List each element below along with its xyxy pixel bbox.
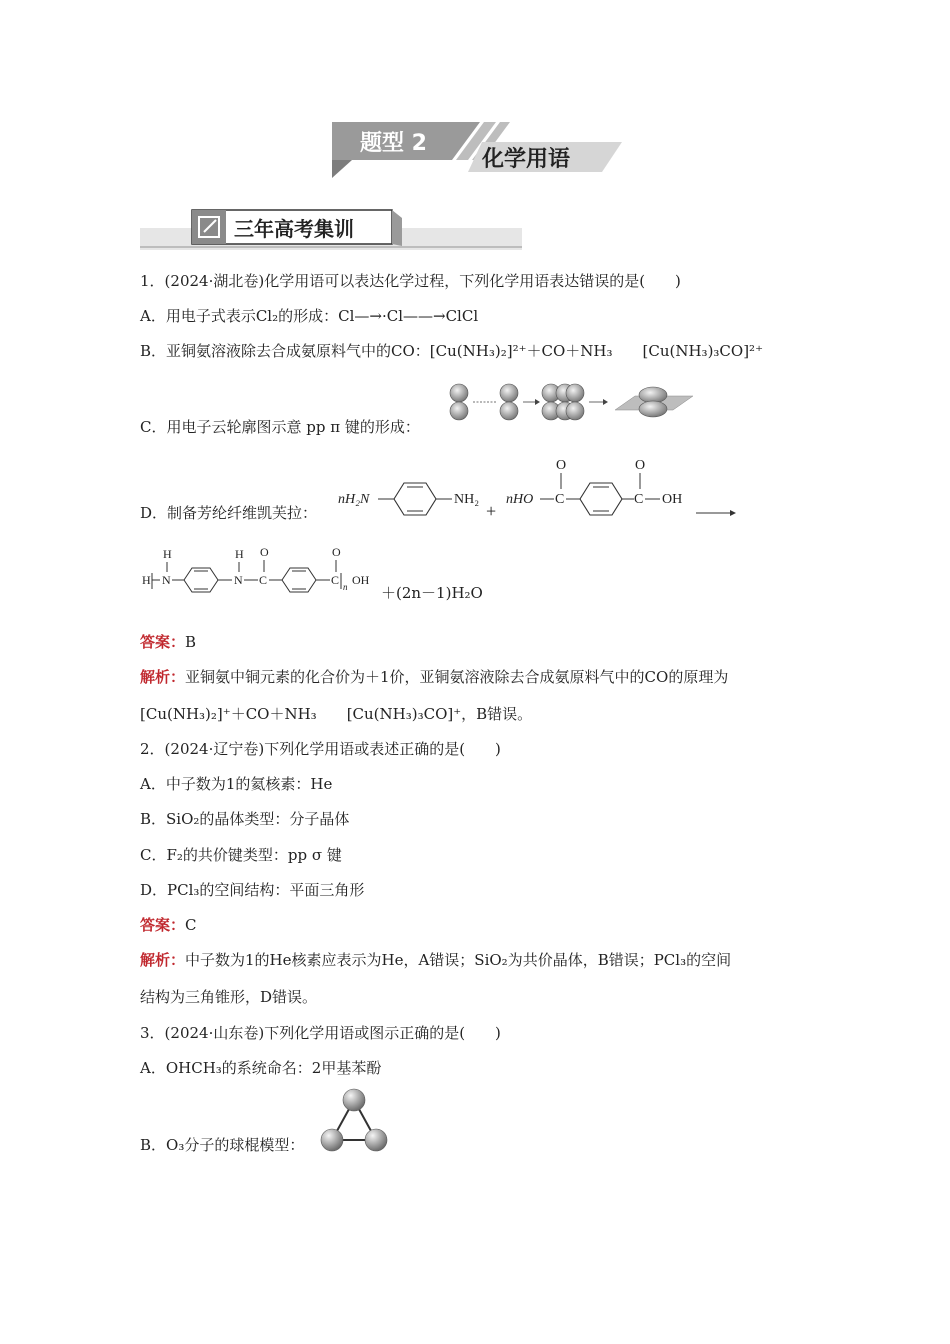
- q3-option-b: B．O₃分子的球棍模型：: [140, 1136, 305, 1154]
- reactant-plus: +: [486, 501, 497, 521]
- answer-label: 答案：: [140, 916, 186, 934]
- reactant2-right-label: OH: [662, 492, 683, 507]
- product-n-right: N: [234, 573, 243, 587]
- q3-stem: 3．(2024·山东卷)下列化学用语或图示正确的是( ): [140, 1024, 501, 1042]
- section-header: [140, 208, 522, 250]
- reactant2-left-label: nHO: [506, 492, 534, 507]
- kevlar-product-diagram: [140, 540, 390, 598]
- answer-value: B: [185, 633, 197, 651]
- reactant1-left-label: nH₂N: [338, 492, 370, 507]
- q3-option-a: A．OHCH₃的系统命名：2甲基苯酚: [140, 1059, 382, 1077]
- product-o-left: O: [260, 545, 269, 559]
- carbonyl-c-left: C: [555, 492, 565, 507]
- pi-bond-orbital-diagram: [445, 382, 695, 422]
- product-repeat-n: n: [343, 582, 348, 592]
- carbonyl-c-right: C: [634, 492, 644, 507]
- oxygen-atom-top: [343, 1089, 365, 1111]
- p-orbital-left: [450, 384, 468, 420]
- product-n-left: N: [162, 573, 171, 587]
- carbonyl-o-right: O: [635, 458, 646, 473]
- q1-option-a: A．用电子式表示Cl₂的形成：Cl—→·Cl——→ClCl: [140, 307, 479, 325]
- q1-analysis-1: [140, 666, 728, 688]
- banner-type-label: 题型 2: [360, 131, 427, 156]
- ozone-ball-stick-model: [318, 1086, 390, 1156]
- q1-option-d: D．制备芳纶纤维凯芙拉：: [140, 504, 318, 522]
- oxygen-atom-left: [321, 1129, 343, 1151]
- carbonyl-o-left: O: [556, 458, 567, 473]
- q2-analysis-1: [140, 949, 731, 971]
- p-orbital-overlap: [542, 384, 584, 420]
- q2-option-b: B．SiO₂的晶体类型：分子晶体: [140, 810, 350, 828]
- banner-title: 化学用语: [482, 147, 571, 172]
- kevlar-reactants-diagram: [334, 455, 754, 530]
- q1-product-tail: ＋(2n－1)H₂O: [381, 584, 483, 602]
- analysis-label: 解析：: [140, 951, 186, 969]
- product-h-right: H: [235, 547, 244, 561]
- q1-answer: [140, 631, 196, 653]
- product-o-right: O: [332, 545, 341, 559]
- q2-option-d: D．PCl₃的空间结构：平面三角形: [140, 881, 365, 899]
- p-orbital-right: [500, 384, 518, 420]
- q2-stem: 2．(2024·辽宁卷)下列化学用语或表述正确的是( ): [140, 740, 501, 758]
- oxygen-atom-right: [365, 1129, 387, 1151]
- product-h-left: H: [163, 547, 172, 561]
- product-c-right: C: [331, 573, 340, 587]
- product-h-end: H: [142, 573, 151, 587]
- product-c-left: C: [259, 573, 268, 587]
- product-oh-end: OH: [352, 573, 370, 587]
- answer-value: C: [185, 916, 197, 934]
- q1-analysis-2: [Cu(NH₃)₂]⁺＋CO＋NH₃ [Cu(NH₃)₃CO]⁺，B错误。: [140, 705, 533, 723]
- q1-stem: 1．(2024·湖北卷)化学用语可以表达化学过程，下列化学用语表达错误的是( ): [140, 272, 681, 290]
- q1-option-b: B．亚铜氨溶液除去合成氨原料气中的CO：[Cu(NH₃)₂]²⁺＋CO＋NH₃ [Cu(NH₃)₃CO]²⁺: [140, 342, 763, 360]
- pi-bond-result: [615, 387, 693, 417]
- q2-option-c: C．F₂的共价键类型：pp σ 键: [140, 846, 342, 864]
- answer-label: 答案：: [140, 633, 186, 651]
- q2-option-a: A．中子数为1的氦核素：He: [140, 775, 333, 793]
- q2-analysis-2: 结构为三角锥形，D错误。: [140, 988, 318, 1006]
- analysis-text: 中子数为1的He核素应表示为He，A错误；SiO₂为共价晶体，B错误；PCl₃的空间: [185, 951, 732, 969]
- q2-answer: [140, 914, 197, 936]
- reactant1-right-label: NH₂: [454, 492, 480, 507]
- topic-banner: [332, 122, 622, 178]
- analysis-text: 亚铜氨中铜元素的化合价为＋1价，亚铜氨溶液除去合成氨原料气中的CO的原理为: [185, 668, 729, 686]
- section-title: 三年高考集训: [234, 217, 354, 241]
- analysis-label: 解析：: [140, 668, 186, 686]
- q1-option-c: C．用电子云轮廓图示意 pp π 键的形成：: [140, 418, 420, 436]
